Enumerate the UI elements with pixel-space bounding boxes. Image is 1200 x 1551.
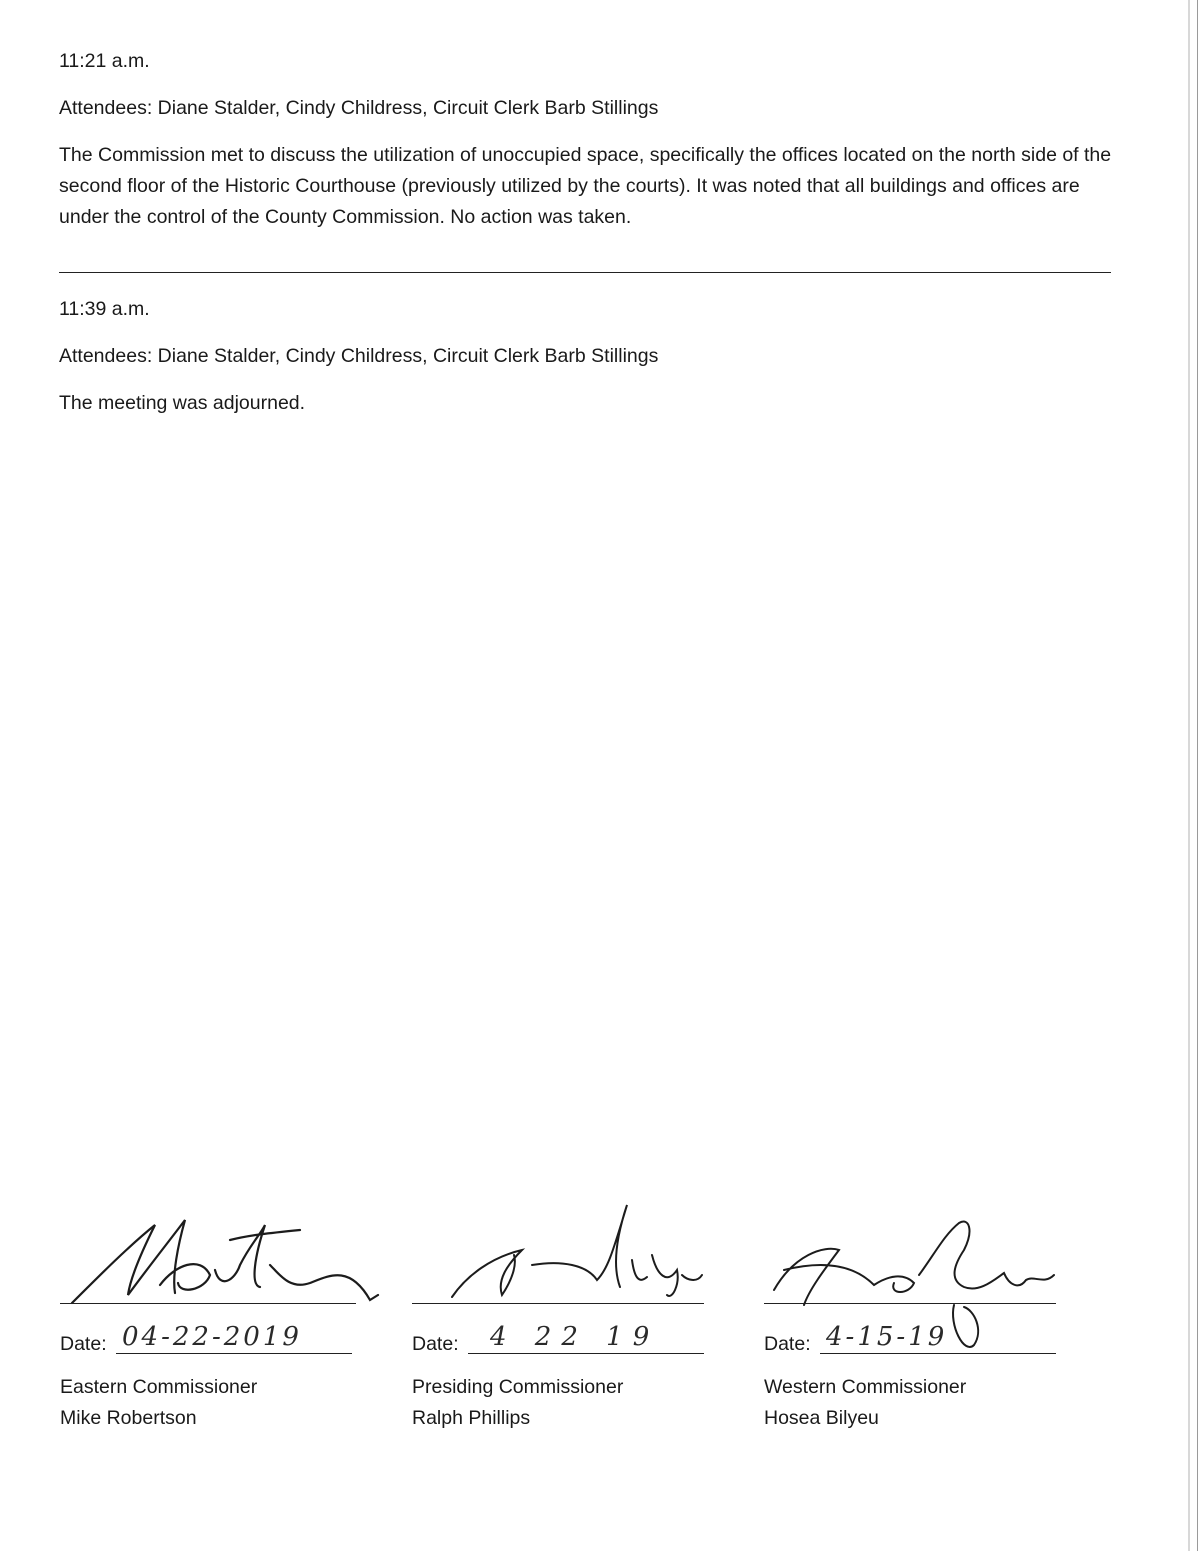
handwritten-date: 4-15-19	[826, 1322, 948, 1352]
scan-edge	[1188, 0, 1190, 1551]
signature-block-western	[764, 1195, 1084, 1435]
handwritten-date: 4 22 19	[490, 1322, 660, 1352]
commissioner-role: Presiding Commissioner	[412, 1376, 624, 1398]
session1-body: The Commission met to discuss the utilization of unoccupied space, specifically the offices located on the north side of the second floor of the Historic Courthouse (previously utilized by the courts). It was noted that all buildings and offices are under the control of the County Commission. No action was taken.	[59, 144, 1112, 228]
date-row	[60, 1322, 352, 1356]
handwritten-date: 04-22-2019	[122, 1322, 302, 1352]
signature-bilyeu	[764, 1195, 1084, 1310]
date-row	[412, 1322, 704, 1356]
section-divider	[59, 272, 1111, 273]
commissioner-name: Mike Robertson	[60, 1407, 197, 1429]
commissioner-name: Hosea Bilyeu	[764, 1407, 879, 1429]
signature-line	[764, 1303, 1056, 1304]
scan-edge-outer	[1197, 0, 1198, 1551]
commissioner-role: Western Commissioner	[764, 1376, 967, 1398]
date-label: Date:	[764, 1333, 811, 1355]
session1-attendees: Attendees: Diane Stalder, Cindy Childress, Circuit Clerk Barb Stillings	[59, 97, 659, 119]
date-label: Date:	[412, 1333, 459, 1355]
session2-attendees: Attendees: Diane Stalder, Cindy Childress, Circuit Clerk Barb Stillings	[59, 345, 659, 367]
signature-block-eastern	[60, 1195, 380, 1435]
signature-phillips	[412, 1195, 732, 1310]
commissioner-role: Eastern Commissioner	[60, 1376, 258, 1398]
signature-block-presiding	[412, 1195, 732, 1435]
commissioner-name: Ralph Phillips	[412, 1407, 531, 1429]
date-line	[820, 1353, 1056, 1354]
date-row	[764, 1322, 1056, 1356]
session2-time: 11:39 a.m.	[59, 298, 150, 320]
signature-line	[412, 1303, 704, 1304]
signature-robertson	[60, 1195, 380, 1310]
date-label: Date:	[60, 1333, 107, 1355]
signature-line	[60, 1303, 356, 1304]
session1-time: 11:21 a.m.	[59, 50, 150, 72]
date-line	[468, 1353, 704, 1354]
session2-body: The meeting was adjourned.	[59, 392, 306, 414]
date-line	[116, 1353, 352, 1354]
